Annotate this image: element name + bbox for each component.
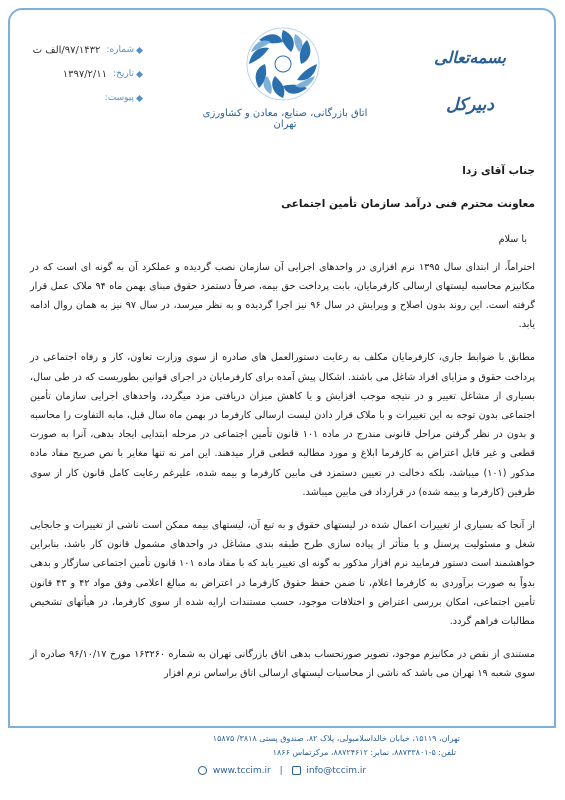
addressee: جناب آقای زدا — [462, 165, 535, 177]
meta-date-label: تاریخ: — [113, 69, 134, 79]
body-paragraph: مطابق با ضوابط جاری، کارفرمایان مکلف به رعایت دستورالعمل های صادره از سوی وزارت تعاون، کار و رفاه اجتماعی در پرداخت حقوق و مزایای افراد شاغل می باشند. اشکال پیش آمده برای کارفرمایان در اجرای قوانین بطوریست که در طی سال، بسیاری از مشاغل تغییر و در نتیجه موجب افزایش و یا کاهش میزان دریافتی مزد میگردد، واحدهای اجرایی سازمان تأمین اجتماعی بدون توجه به این تغییرات و با ملاک قرار دادن لیست ارسالی کارفرما در بهمن ماه سال قبل، مابه التفاوت را محاسبه و بدون در نظر گرفتن مراحل قانونی مندرج در ماده ۱۰۱ قانون تأمین اجتماعی در مرحله ابتدایی ایجاد بدهی، آنرا به صورت قطعی و غیر قابل اعتراض به کارفرما ابلاغ و مورد مطالبه قطعی قرار میدهند. این امر نه تنها مغایر با نص صریح مفاد ماده مذکور (۱۰۱) میباشد، بلکه دخالت در تعیین دستمزد فی مابین کارفرما و بیمه شده، علیرغم رعایت کامل قانون کار از سوی طرفین (کارفرما و بیمه شده) در قرارداد فی مابین میباشد. — [30, 352, 536, 498]
meta-attachment-label-wrap — [105, 93, 142, 103]
meta-number-value: ۹۷/۱۴۳۲/الف ت — [32, 44, 101, 56]
letter-meta — [22, 38, 142, 110]
globe-icon — [198, 766, 207, 775]
body-paragraph: از آنجا که بسیاری از تغییرات اعمال شده در لیستهای حقوق و به تبع آن، لیستهای بیمه ممکن است ناشی از تغییرات و جابجایی شغل و مسئولیت پرسنل و یا متأثر از پیاده سازی طرح طبقه بندی مشاغل در واحدهای مشمول قانون کار باشد، بنابراین خواهشمند است دستور فرمایید نرم افزار مذکور به گونه ای تغییر یابد که با مفاد ماده ۱۰۱ قانون تأمین اجتماعی سازگار و بدهی بدواً به صورت برآوردی به کارفرما اعلام، تا ضمن حفظ حقوق کارفرما در اعتراض به مبالغ اعلامی وفق مواد ۴۲ و ۴۳ قانون تأمین اجتماعی، امکان بررسی اعتراض و اختلافات موجود، حسب مستندات ارایه شده از سوی کارفرما، در هیأتهای تشخیص مطالبات فراهم گردد. — [30, 520, 536, 628]
diamond-bullet-icon — [136, 46, 143, 53]
salutation: با سلام — [498, 234, 527, 246]
letter-footer — [8, 726, 556, 790]
frame-left-border — [8, 118, 10, 728]
right-header — [425, 48, 515, 115]
letter-body — [30, 162, 535, 698]
meta-date-label-wrap — [113, 69, 142, 79]
diamond-bullet-icon — [136, 94, 143, 101]
meta-date-row — [22, 62, 142, 86]
footer-address: تهران، ۱۵۱۱۹، خیابان خالداسلامبولی، پلاک ۸۲، صندوق پستی ۳۸۱۸/ ۱۵۸۷۵ — [212, 734, 460, 743]
frame-right-border — [554, 118, 556, 728]
basmala: بسمه‌تعالی — [434, 48, 506, 67]
meta-attachment-row — [22, 86, 142, 110]
meta-number-row — [22, 38, 142, 62]
office-title: دبیرکل — [446, 95, 494, 115]
meta-number-label-wrap — [106, 45, 142, 55]
body-paragraph: مستندی از نقص در مکانیزم موجود، تصویر صورتحساب بدهی اتاق بازرگانی تهران به شماره ۱۶۳۲۶۰ مورخ ۹۶/۱۰/۱۷ صادره از سوی شعبه ۱۹ تهران می باشد که ناشی از محاسبات لیستهای ارسالی اتاق براساس نرم افزار — [30, 649, 535, 680]
footer-phone: تلفن: ۵-۸۸۷۳۳۸۰۱، نمابر: ۸۸۷۲۴۶۱۲، مرکزتماس ۱۸۶۶ — [272, 748, 456, 757]
mail-icon — [292, 766, 301, 775]
footer-website[interactable]: www.tccim.ir — [212, 766, 271, 776]
body-paragraph: احتراماً، از ابتدای سال ۱۳۹۵ نرم افزاری در واحدهای اجرایی آن سازمان نصب گردیده و عملکرد آن به گونه ای است که در مکانیزم محاسبه لیستهای ارسالی کارفرمایان، بابت پرداخت حق بیمه، صرفاً دستمزد حقوق مبنای بهمن ماه ۹۴ ملاک عمل قرار گرفته است. این روند بدون اصلاح و ویرایش در سال ۹۶ نیز اجرا گردیده و به نظر میرسد، در سال ۹۷ نیز به همان روال ادامه یابد. — [30, 261, 535, 331]
meta-date-value: ۱۳۹۷/۲/۱۱ — [62, 68, 108, 80]
diamond-bullet-icon — [136, 70, 143, 77]
footer-email[interactable]: info@tccim.ir — [306, 766, 367, 776]
meta-number-label: شماره: — [106, 45, 134, 55]
meta-attachment-label: پیوست: — [104, 93, 134, 103]
footer-separator: | — [279, 766, 283, 776]
organization-name: اتاق بازرگانی، صنایع، معادن و کشاورزی تهران — [202, 108, 368, 130]
recipient-department: معاونت محترم فنی درآمد سازمان تأمین اجتماعی — [281, 198, 535, 211]
footer-contacts — [8, 764, 556, 778]
chamber-logo-icon — [228, 22, 338, 112]
